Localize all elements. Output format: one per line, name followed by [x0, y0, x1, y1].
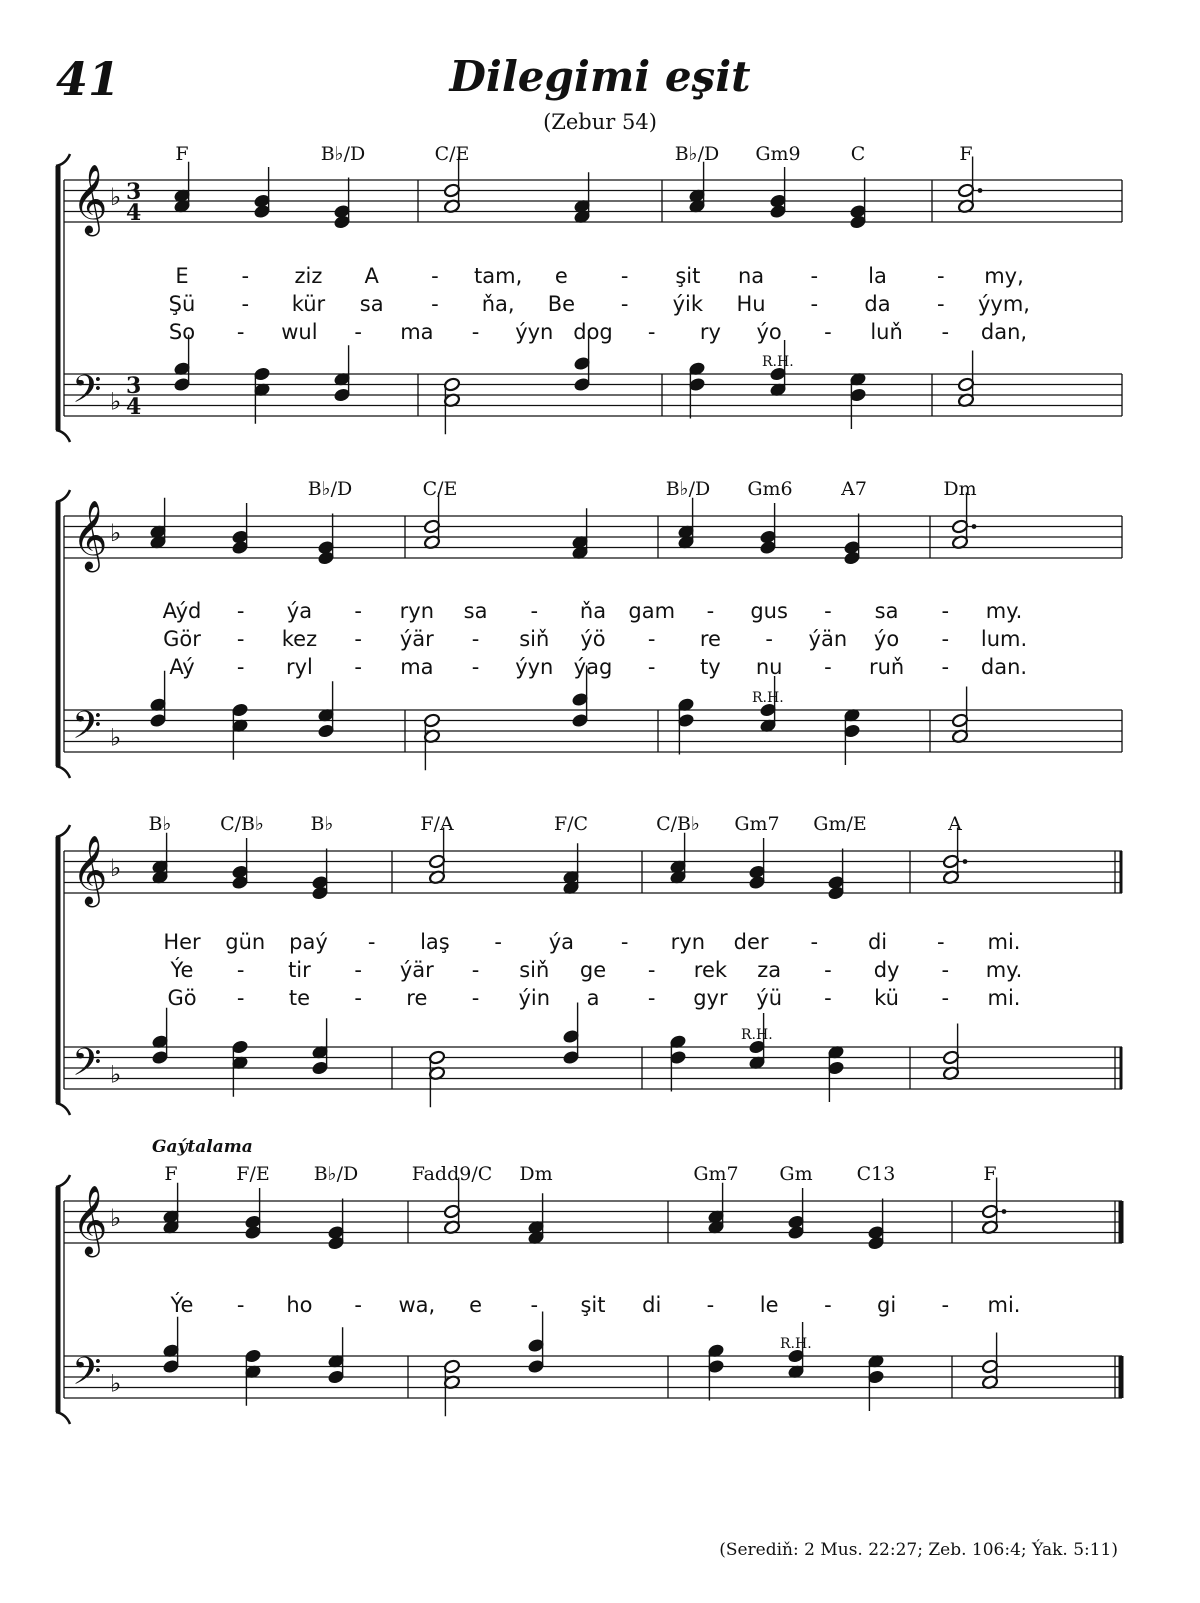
lyric-syllable: my. — [985, 599, 1023, 623]
lyric-syllable: der — [733, 930, 769, 954]
time-signature-bottom: 4 — [126, 393, 142, 420]
dot — [963, 859, 968, 864]
lyric-syllable: ňa — [579, 599, 607, 623]
chord-symbol: F — [959, 143, 973, 165]
lyric-hyphen: - — [706, 599, 715, 623]
hymn-number: 41 — [56, 52, 121, 106]
lyric-hyphen: - — [620, 264, 629, 288]
lyric-hyphen: - — [824, 599, 832, 623]
lyric-syllable: gus — [750, 599, 788, 623]
lyric-hyphen: - — [236, 1293, 245, 1317]
lyric-syllable: mi. — [987, 1293, 1021, 1317]
chord-symbol: C/E — [422, 478, 458, 500]
lyric-syllable: dog — [573, 320, 613, 344]
lyric-hyphen: - — [471, 958, 480, 982]
lyric-syllable: da — [864, 292, 891, 316]
lyric-syllable: sa — [463, 599, 488, 623]
lyric-syllable: gam — [628, 599, 676, 623]
chord-symbol: F — [164, 1163, 178, 1185]
lyric-syllable: e — [469, 1293, 483, 1317]
bracket-top-hook — [56, 490, 70, 502]
lyric-syllable: Şü — [168, 292, 196, 316]
lyric-hyphen: - — [941, 986, 950, 1010]
dot — [972, 524, 977, 529]
lyric-syllable: e — [554, 264, 568, 288]
lyric-syllable: Ýe — [170, 1293, 194, 1317]
lyric-hyphen: - — [431, 264, 439, 288]
lyric-syllable: E — [175, 264, 189, 288]
lyric-hyphen: - — [236, 655, 245, 679]
lyric-syllable: le — [759, 1293, 779, 1317]
chord-symbol: C/B♭ — [656, 813, 700, 835]
lyric-hyphen: - — [936, 292, 945, 316]
lyric-syllable: dan. — [980, 655, 1028, 679]
chord-symbol: F/E — [236, 1163, 270, 1185]
chord-symbol: Gm6 — [747, 478, 793, 500]
lyric-syllable: kez — [281, 627, 318, 651]
chord-symbol: Dm — [943, 478, 977, 500]
key-signature-flat: ♭ — [110, 723, 122, 752]
lyric-syllable: ýü — [756, 986, 783, 1010]
bracket-bottom-hook — [56, 766, 70, 778]
lyric-syllable: A — [364, 264, 379, 288]
lyric-syllable: re — [699, 627, 721, 651]
chord-symbol: Gm/E — [813, 813, 867, 835]
chord-symbol: F — [175, 143, 189, 165]
lyric-syllable: siň — [519, 958, 550, 982]
bracket-bottom-hook — [56, 430, 70, 442]
lyric-syllable: Ýe — [170, 958, 194, 982]
lyric-syllable: di — [642, 1293, 662, 1317]
lyric-hyphen: - — [354, 1293, 362, 1317]
lyric-syllable: ziz — [294, 264, 323, 288]
lyric-syllable: mi. — [987, 930, 1021, 954]
chord-symbol: B♭/D — [665, 478, 711, 500]
lyric-hyphen: - — [824, 320, 832, 344]
lyric-syllable: a — [586, 986, 600, 1010]
lyric-syllable: ýin — [518, 986, 551, 1010]
lyric-syllable: şit — [580, 1293, 606, 1317]
chord-symbol: Gm7 — [734, 813, 780, 835]
lyric-syllable: di — [867, 930, 888, 954]
rh-marker: R.H. — [762, 354, 794, 370]
bass-clef: 𝄢 — [72, 702, 102, 757]
lyric-hyphen: - — [471, 986, 480, 1010]
lyric-syllable: kür — [291, 292, 326, 316]
time-signature-bottom: 4 — [126, 199, 142, 226]
lyric-hyphen: - — [236, 958, 245, 982]
chord-symbol: B♭/D — [674, 143, 720, 165]
hymn-title: Dilegimi eşit — [449, 52, 751, 101]
lyric-hyphen: - — [236, 986, 245, 1010]
lyric-hyphen: - — [941, 1293, 950, 1317]
lyric-syllable: ýär — [399, 958, 434, 982]
rh-marker: R.H. — [741, 1027, 773, 1043]
chord-symbol: C13 — [856, 1163, 896, 1185]
dot — [978, 188, 983, 193]
time-signature-top: 3 — [126, 372, 142, 399]
lyric-syllable: sa — [359, 292, 384, 316]
lyric-syllable: ruň — [868, 655, 905, 679]
bass-clef: 𝄢 — [72, 366, 102, 421]
chord-symbol: B♭/D — [320, 143, 366, 165]
lyric-hyphen: - — [620, 930, 629, 954]
lyric-syllable: tam, — [474, 264, 523, 288]
lyric-hyphen: - — [367, 930, 376, 954]
bracket-top-hook — [56, 154, 70, 166]
lyric-syllable: ýö — [580, 627, 606, 651]
time-signature-top: 3 — [126, 178, 142, 205]
lyric-hyphen: - — [941, 599, 950, 623]
lyric-syllable: gi — [876, 1293, 897, 1317]
lyric-hyphen: - — [647, 320, 656, 344]
lyric-hyphen: - — [941, 655, 950, 679]
key-signature-flat: ♭ — [110, 1369, 122, 1398]
chord-symbol: B♭ — [310, 813, 334, 835]
treble-clef: 𝄞 — [72, 499, 108, 570]
lyric-hyphen: - — [647, 655, 656, 679]
chord-symbol: A7 — [841, 478, 867, 500]
chord-symbol: B♭/D — [313, 1163, 359, 1185]
lyric-syllable: Gö — [167, 986, 197, 1010]
lyric-hyphen: - — [431, 292, 439, 316]
lyric-syllable: ýän — [808, 627, 848, 651]
chord-symbol: C/E — [434, 143, 470, 165]
lyric-syllable: paý — [289, 930, 328, 954]
lyric-hyphen: - — [354, 958, 362, 982]
repeat-instruction: Gaýtalama — [152, 1137, 253, 1157]
lyric-hyphen: - — [354, 320, 362, 344]
lyric-hyphen: - — [941, 320, 950, 344]
chord-symbol: A — [948, 813, 962, 835]
lyric-hyphen: - — [530, 1293, 539, 1317]
lyric-hyphen: - — [936, 930, 945, 954]
lyric-hyphen: - — [494, 930, 502, 954]
rh-marker: R.H. — [752, 690, 784, 706]
lyric-syllable: Hu — [736, 292, 766, 316]
lyric-syllable: Her — [163, 930, 201, 954]
chord-symbol: B♭/D — [307, 478, 353, 500]
lyric-hyphen: - — [941, 627, 950, 651]
lyric-syllable: ýo — [756, 320, 782, 344]
lyric-hyphen: - — [824, 986, 832, 1010]
lyric-hyphen: - — [530, 599, 539, 623]
rh-marker: R.H. — [780, 1336, 812, 1352]
lyric-syllable: ýyn — [515, 655, 554, 679]
bracket-top-hook — [56, 1175, 70, 1187]
lyric-syllable: re — [406, 986, 428, 1010]
lyric-syllable: So — [168, 320, 196, 344]
lyric-syllable: ýa — [286, 599, 313, 623]
lyric-hyphen: - — [824, 655, 832, 679]
lyric-hyphen: - — [936, 264, 945, 288]
lyric-syllable: ryn — [670, 930, 706, 954]
chord-symbol: Gm — [779, 1163, 813, 1185]
key-signature-flat: ♭ — [110, 1204, 122, 1233]
lyric-syllable: my, — [984, 264, 1024, 288]
lyric-hyphen: - — [647, 958, 656, 982]
lyric-hyphen: - — [824, 958, 832, 982]
key-signature-flat: ♭ — [110, 387, 122, 416]
lyric-syllable: ýik — [672, 292, 704, 316]
lyric-syllable: tir — [288, 958, 311, 982]
key-signature-flat: ♭ — [110, 1060, 122, 1089]
treble-clef: 𝄞 — [72, 163, 108, 234]
lyric-syllable: mi. — [987, 986, 1021, 1010]
lyric-syllable: gyr — [693, 986, 728, 1010]
lyric-syllable: ýyn — [515, 320, 554, 344]
bass-clef: 𝄢 — [72, 1039, 102, 1094]
lyric-syllable: ýag — [573, 655, 613, 679]
lyric-syllable: Be — [547, 292, 576, 316]
lyric-hyphen: - — [471, 320, 480, 344]
key-signature-flat: ♭ — [110, 519, 122, 548]
lyric-syllable: ho — [286, 1293, 313, 1317]
lyric-hyphen: - — [354, 986, 362, 1010]
lyric-syllable: ma — [400, 655, 434, 679]
lyric-syllable: ýym, — [978, 292, 1030, 316]
lyric-syllable: la — [868, 264, 887, 288]
lyric-syllable: dy — [873, 958, 900, 982]
lyric-syllable: Aýd — [162, 599, 202, 623]
lyric-syllable: şit — [675, 264, 701, 288]
chord-symbol: F/C — [553, 813, 589, 835]
lyric-syllable: laş — [420, 930, 450, 954]
lyric-syllable: Gör — [163, 627, 201, 651]
lyric-hyphen: - — [941, 958, 950, 982]
treble-clef: 𝄞 — [72, 1184, 108, 1255]
lyric-hyphen: - — [824, 1293, 832, 1317]
lyric-syllable: lum. — [980, 627, 1028, 651]
chord-symbol: Gm7 — [693, 1163, 739, 1185]
lyric-syllable: za — [757, 958, 782, 982]
lyric-syllable: wa, — [398, 1293, 436, 1317]
chord-symbol: F/A — [420, 813, 454, 835]
key-signature-flat: ♭ — [110, 183, 122, 212]
lyric-syllable: kü — [874, 986, 899, 1010]
lyric-syllable: my. — [985, 958, 1023, 982]
treble-clef: 𝄞 — [72, 834, 108, 905]
lyric-hyphen: - — [765, 627, 773, 651]
chord-symbol: F — [983, 1163, 997, 1185]
lyric-hyphen: - — [810, 264, 819, 288]
lyric-syllable: ryl — [285, 655, 313, 679]
lyric-hyphen: - — [471, 655, 480, 679]
lyric-syllable: te — [288, 986, 311, 1010]
bracket-bottom-hook — [56, 1412, 70, 1424]
bass-clef: 𝄢 — [72, 1348, 102, 1403]
lyric-hyphen: - — [236, 627, 245, 651]
lyric-hyphen: - — [236, 320, 245, 344]
lyric-hyphen: - — [241, 292, 250, 316]
lyric-syllable: siň — [519, 627, 550, 651]
lyric-hyphen: - — [241, 264, 250, 288]
chord-symbol: Dm — [519, 1163, 553, 1185]
lyric-syllable: ryn — [399, 599, 435, 623]
lyric-syllable: ma — [400, 320, 434, 344]
lyric-syllable: na — [737, 264, 765, 288]
lyric-hyphen: - — [471, 627, 480, 651]
lyric-syllable: gün — [225, 930, 266, 954]
lyric-hyphen: - — [810, 292, 819, 316]
lyric-syllable: ty — [700, 655, 721, 679]
chord-symbol: C — [850, 143, 866, 165]
lyric-hyphen: - — [647, 627, 656, 651]
chord-symbol: Gm9 — [755, 143, 801, 165]
lyric-syllable: luň — [870, 320, 903, 344]
lyric-hyphen: - — [354, 627, 362, 651]
lyric-syllable: ýär — [399, 627, 434, 651]
lyric-hyphen: - — [706, 1293, 715, 1317]
key-signature-flat: ♭ — [110, 854, 122, 883]
lyric-syllable: wul — [281, 320, 318, 344]
lyric-syllable: Aý — [169, 655, 195, 679]
lyric-syllable: nu — [755, 655, 783, 679]
lyric-hyphen: - — [810, 930, 819, 954]
lyric-syllable: ňa, — [481, 292, 515, 316]
lyric-syllable: ry — [699, 320, 721, 344]
lyric-syllable: ýa — [548, 930, 575, 954]
scripture-reference: (Serediň: 2 Mus. 22:27; Zeb. 106:4; Ýak. 5:11) — [719, 1540, 1118, 1560]
lyric-hyphen: - — [647, 986, 656, 1010]
chord-symbol: B♭ — [148, 813, 172, 835]
lyric-syllable: ge — [579, 958, 607, 982]
hymn-subtitle: (Zebur 54) — [543, 110, 657, 134]
lyric-syllable: ýo — [873, 627, 900, 651]
lyric-hyphen: - — [620, 292, 629, 316]
lyric-hyphen: - — [236, 599, 245, 623]
lyric-syllable: rek — [693, 958, 728, 982]
lyric-syllable: sa — [874, 599, 899, 623]
chord-symbol: C/B♭ — [220, 813, 264, 835]
dot — [1002, 1209, 1007, 1214]
bracket-bottom-hook — [56, 1103, 70, 1115]
bracket-top-hook — [56, 825, 70, 837]
lyric-hyphen: - — [354, 599, 362, 623]
lyric-syllable: dan, — [980, 320, 1028, 344]
chord-symbol: Fadd9/C — [411, 1163, 493, 1185]
lyric-hyphen: - — [354, 655, 362, 679]
